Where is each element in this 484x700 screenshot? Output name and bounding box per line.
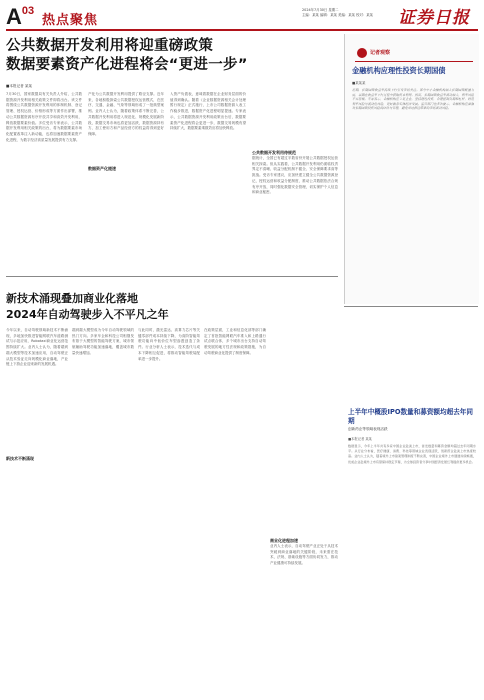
article-divider	[6, 276, 338, 277]
article2-col5: 业内人士表示，自动驾驶产业正处于从技术突破到商业落地的关键阶段，未来需在技术、法规、基础设施等方面协同发力，推动产业健康可持续发展。	[270, 544, 338, 566]
article1-col2-wrap	[88, 92, 164, 272]
article2-headline	[6, 291, 338, 323]
header-date: 2024年7月30日 星期二	[302, 8, 339, 12]
article2-col5-wrap	[270, 328, 338, 696]
article1-byline: ■本报记者 某某	[6, 84, 33, 88]
column-badge-icon	[357, 48, 367, 58]
article2-col1-wrap	[6, 328, 68, 696]
ipo-article-body: 数据显示，今年上半年共有多家中国企业赴美上市，首发数量和募资金额均超过去年同期水平。从行业分布看，医疗健康、消费、科技等领域企业表现活跃，创新药企赴美上市热度较高。业内人士认为，随着境外上市备案管理制度不断完善，中国企业境外上市通道持续畅通，优质企业赴境外上市有望保持稳定节奏，为全球投资者分享中国经济发展红利提供更多机会。	[348, 444, 476, 464]
article1-col4: 据统计，全国已有超过半数省份开展公共数据授权运营相关探索。但从实践看，公共数据开发利用仍面临权责界定不清晰、收益分配机制不健全、安全保障要求高等挑战。受访专家建议，应加快建立健全公共数据资源登记、授权运营和收益分配制度，推动公共数据依法合规有序开放，同时强化数据安全管理，切实保护个人信息和商业秘密。	[252, 156, 338, 195]
commentary-body: 近期，长期国债收益率持续下行引发市场关注。部分中小金融机构加大长期国债配置力度，以期在收益率下行过程中获取资本利得。然而，长期国债收益率波动加大，利率风险不容忽视。专家表示，金融机构应立足主业，坚持理性投资，合理控制久期和杠杆，防范利率风险与流动性风险，更好服务实体经济发展。监管部门也多次提示，金融机构应加强对长期国债投资风险的评估与管理，避免单边押注带来的市场波动风险。	[352, 88, 474, 111]
article2-col3: 与此同时，激光雷达、高算力芯片等关键零部件成本持续下降，为高阶智能驾驶功能向中低价位车型渗透创造了条件。行业分析人士表示，技术迭代与成本下降相互促进，将推动智能驾驶装配率进一步提升。	[138, 328, 200, 361]
article2-col1: 今年以来，自动驾驶领域新技术不断涌现，多地加快推进智能网联汽车道路测试与示范应用，Robotaxi商业化运营范围持续扩大。业内人士认为，随着端到端大模型等技术加速应用，自动驾驶正从技术验证走向规模化商业落地，产业链上下游企业迎来新的发展机遇。	[6, 328, 68, 367]
right-divider	[344, 306, 478, 307]
newspaper-logo: 证券日报	[398, 8, 470, 28]
commentary-title: 金融机构应理性投资长期国债	[352, 66, 446, 75]
article1-headline	[6, 37, 338, 75]
article1-subhead2: 公共数据开发利用待规范	[252, 150, 296, 155]
article1-col1: 7月30日，国家数据局有关负责人介绍，公共数据资源开发利用相关政策文件即将出台。该文件将围绕公共数据资源开发利用的体制机制、登记管理、授权运营、价格形成等方面作出部署，推动公共数据资源有序开放共享和高效开发利用，释放数据要素价值。多位受访专家表示，公共数据开发利用相关政策的出台，将为数据要素市场化配置改革注入新动能，也将加速数据要素资产化进程，为数字经济高质量发展提供有力支撑。	[6, 92, 82, 142]
page-number: $A^{03}$	[6, 4, 35, 29]
ipo-article-subtitle: 创新药企等领域表现活跃	[348, 427, 388, 431]
article1-subhead1: 数据资产化提速	[88, 166, 116, 171]
commentary-author: ■某某某	[352, 81, 366, 85]
section-title: 热点聚焦	[42, 13, 99, 28]
article2-col2: 端到端大模型成为今年自动驾驶领域的热门方向。多家车企和科技公司相继发布基于大模型的智能驾驶方案，城市领航辅助驾驶功能加速落地，覆盖城市数量快速增加。	[72, 328, 134, 355]
article1-title-line1: 公共数据开发利用将迎重磅政策	[6, 38, 214, 54]
article1-col3: 入资产负债表，意味着数据在企业财务层面的价值得到确认。随着《企业数据资源相关会计处理暂行规定》正式施行，上市公司数据资源入表工作稳步推进，数据资产化进程明显提速。专家表示，公共数据资源开发利用政策出台后，数据要素资产化进程将会更进一步，数据交易规模有望持续扩大，数据要素乘数效应将加快释放。	[170, 92, 246, 131]
ipo-article-title: 上半年中概股IPO数量和募资额均超去年同期	[348, 408, 473, 425]
article2-subhead1: 新技术不断涌现	[6, 456, 34, 461]
ipo-article-author: ■本报记者 某某	[348, 437, 372, 441]
header-rule	[6, 29, 478, 31]
article1-col4-wrap	[252, 92, 338, 272]
column-name: 记者观察	[370, 50, 391, 56]
header-info	[302, 8, 412, 18]
header-editors: 主编：某某 编辑：某某 美编：某某 校对：某某	[302, 13, 374, 18]
article1-title-line2: 数据要素资产化进程将会“更进一步”	[6, 57, 248, 73]
article1-col2: 产化为公共数据开发利用提供了路径支撑。近年来，各地积极探索公共数据授权运营模式，在医疗、交通、金融、气象等领域形成了一批典型案例。业内人士认为，随着政策体系不断完善，公共数据开发利用将进入规范化、规模化发展新阶段，数据交易市场也将更加活跃，数据资源持有方、加工使用方和产品经营方的权益将得到更好保障。	[88, 92, 164, 136]
article2-title-line2: 2024年自动驾驶步入不平凡之年	[6, 308, 169, 321]
column-rule	[355, 61, 473, 62]
article2-title-line1: 新技术涌现叠加商业化落地	[6, 292, 138, 305]
article2-col4: 在政策层面，工业和信息化部等部门确定了首批智能网联汽车准入和上路通行试点联合体，多个城市出台支持自动驾驶发展的地方性法规和政策措施，为自动驾驶商业化提供了制度保障。	[204, 328, 266, 355]
article2-subhead2: 商业化进程加速	[270, 538, 298, 543]
